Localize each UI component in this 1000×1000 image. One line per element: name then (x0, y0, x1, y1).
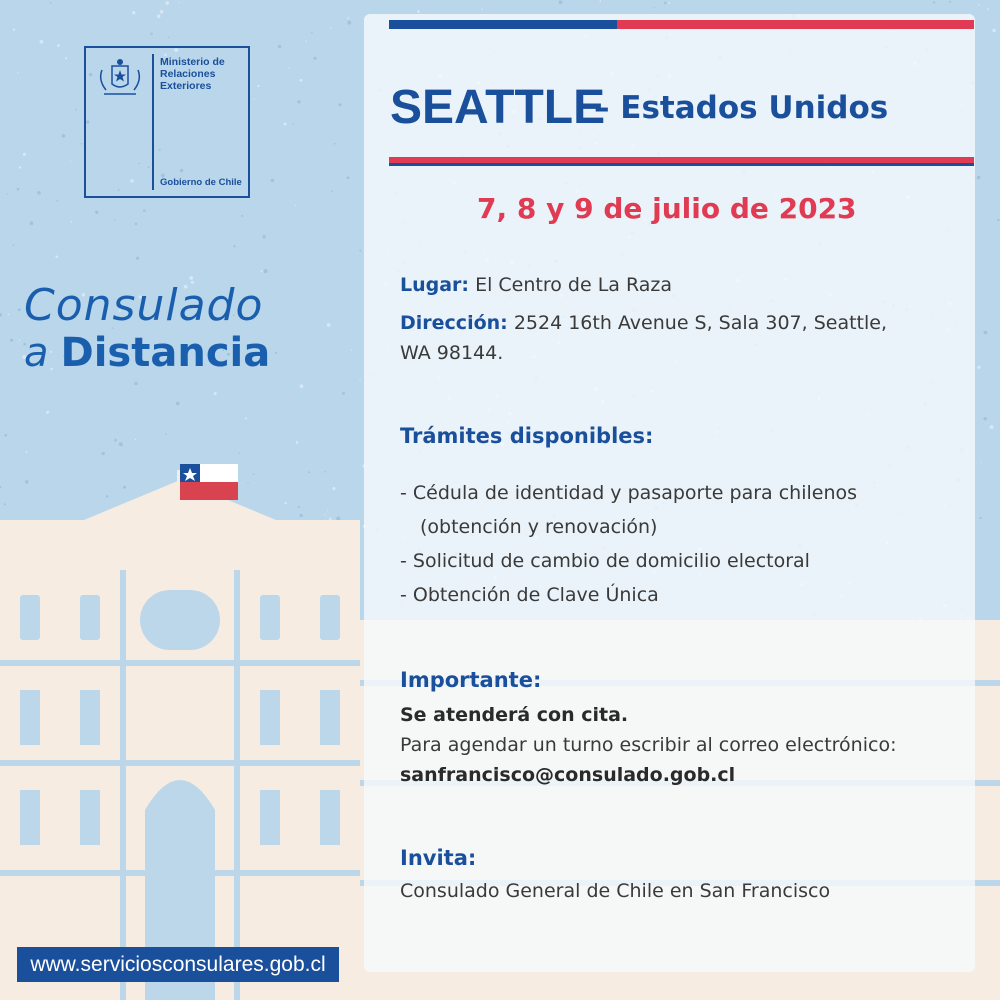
address-block (400, 308, 960, 368)
list-item-continuation: (obtención y renovación) (420, 516, 658, 538)
title-underline (389, 157, 974, 166)
list-item: - Cédula de identidad y pasaporte para chilenos (400, 482, 858, 504)
importante-heading: Importante: (400, 668, 542, 692)
city-title: SEATTLE (390, 81, 606, 134)
address-value: 2524 16th Avenue S, Sala 307, Seattle, (513, 312, 887, 334)
place-line (400, 274, 672, 296)
logo-divider (152, 54, 154, 190)
invita-heading: Invita: (400, 846, 477, 870)
chile-coat-of-arms-icon (94, 56, 146, 102)
website-link[interactable]: www.serviciosconsulares.gob.cl (17, 947, 339, 982)
invita-text: Consulado General de Chile en San Francisco (400, 880, 831, 902)
appointment-note: Se atenderá con cita. (400, 704, 629, 726)
tramites-heading: Trámites disponibles: (400, 424, 654, 448)
list-item: - Obtención de Clave Única (400, 584, 659, 606)
list-item: - Solicitud de cambio de domicilio electoral (400, 550, 810, 572)
tramites-list (400, 476, 857, 612)
consulado-title: Consulado (24, 280, 264, 331)
distancia-word: Distancia (60, 330, 271, 376)
ministry-logo (84, 46, 250, 198)
ministry-name: Ministerio de Relaciones Exteriores (160, 56, 225, 92)
government-label: Gobierno de Chile (160, 177, 242, 188)
event-date: 7, 8 y 9 de julio de 2023 (477, 192, 857, 225)
address-label: Dirección: (400, 312, 508, 334)
country-title: – Estados Unidos (594, 90, 889, 126)
contact-email[interactable]: sanfrancisco@consulado.gob.cl (400, 764, 736, 786)
place-label: Lugar: (400, 274, 470, 296)
distancia-prefix: a (24, 330, 49, 376)
chile-flag-icon (180, 464, 238, 500)
address-value-line2: WA 98144. (400, 342, 504, 364)
appointment-instructions: Para agendar un turno escribir al correo electrónico: (400, 734, 897, 756)
flag-stripe-top (389, 20, 974, 29)
distancia-title (24, 330, 270, 376)
place-value: El Centro de La Raza (475, 274, 673, 296)
